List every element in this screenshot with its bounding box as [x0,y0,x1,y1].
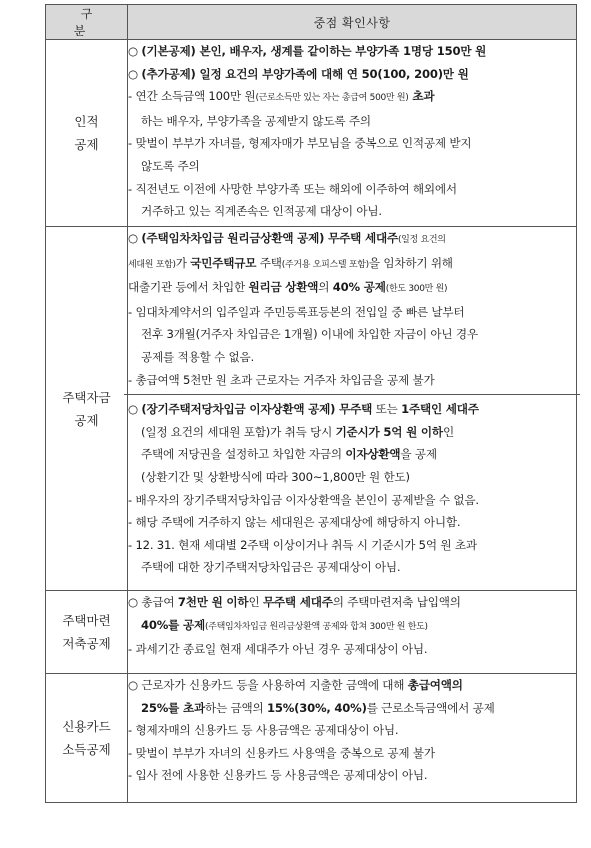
list-item: - 연간 소득금액 100만 원(근로소득만 있는 자는 총급여 500만 원) 초과 [128,89,435,104]
list-item: - 형제자매의 신용카드 등 사용금액은 공제대상이 아님. [128,723,399,738]
list-item: 대출기관 등에서 차입한 원리금 상환액의 40% 공제(한도 300만 원) [128,280,448,295]
list-item: ○ (주택임차차입금 원리금상환액 공제) 무주택 세대주(일정 요건의 [128,231,446,245]
header-content: 중점 확인사항 [128,5,577,40]
content-cell [128,674,577,803]
table-row-personal-deduction [46,40,577,227]
category-cell [46,40,128,227]
list-item: - 임대차계약서의 입주일과 주민등록표등본의 전입일 중 빠른 날부터 [128,304,465,319]
list-item: 하는 배우자, 부양가족을 공제받지 않도록 주의 [141,113,371,128]
table-row-housing-fund-deduction [46,227,577,591]
deduction-checklist-table [45,4,577,803]
list-item: 전후 3개월(거주자 차입금은 1개월) 이내에 차입한 자금이 아닌 경우 [141,327,478,342]
table-row-credit-card-deduction [46,674,577,803]
category-cell [46,674,128,803]
content-cell [128,40,577,227]
category-cell [46,591,128,674]
list-item: - 과세기간 종료일 현재 세대주가 아닌 경우 공제대상이 아님. [128,642,428,657]
list-item: 세대원 포함)가 국민주택규모 주택(주거용 오피스텔 포함)을 임차하기 위해 [128,255,453,270]
category-label: 주택자금 [62,389,111,405]
list-item: ○ (장기주택저당차입금 이자상환액 공제) 무주택 또는 1주택인 세대주 [128,402,479,417]
category-label: 인적 [74,114,99,129]
sub-section-divider [124,394,580,579]
list-item: 주택에 저당권을 설정하고 차입한 자금의 이자상환액을 공제 [141,447,437,462]
list-item: - 해당 주택에 거주하지 않는 세대원은 공제대상에 해당하지 아니함. [128,515,461,530]
list-item: - 배우자의 장기주택저당차입금 이자상환액을 본인이 공제받을 수 없음. [128,492,479,507]
table-row-housing-savings-deduction [46,591,577,674]
list-item: ○ (추가공제) 일정 요건의 부양가족에 대해 연 50(100, 200)만 원 [128,66,469,81]
list-item: ○ (기본공제) 본인, 배우자, 생계를 같이하는 부양가족 1명당 150만 원 [128,44,487,58]
list-item: - 입사 전에 사용한 신용카드 등 사용금액은 공제대상이 아님. [128,768,428,783]
table-header-row [46,5,577,40]
list-item: 주택에 대한 장기주택저당차입금은 공제대상이 아님. [141,560,401,575]
list-item: 25%를 초과하는 금액의 15%(30%, 40%)를 근로소득금액에서 공제 [141,700,495,715]
list-item: 공제를 적용할 수 없음. [141,349,254,364]
category-label: 저축공제 [62,636,111,651]
list-item: - 총급여액 5천만 원 초과 근로자는 거주자 차입금을 공제 불가 [128,372,435,387]
list-item: 거주하고 있는 직계존속은 인적공제 대상이 아님. [141,204,382,219]
list-item: (일정 요건의 세대원 포함)가 취득 당시 기준시가 5억 원 이하인 [141,424,454,439]
list-item: - 12. 31. 현재 세대별 2주택 이상이거나 취득 시 기준시가 5억 원 초과 [128,537,477,552]
list-item: - 맞벌이 부부가 자녀의 신용카드 사용액을 중복으로 공제 불가 [128,745,435,760]
category-label: 공제 [74,412,99,428]
list-item: 않도록 주의 [141,158,200,173]
content-cell [128,591,577,674]
list-item: - 맞벌이 부부가 자녀를, 형제자매가 부모님을 중복으로 인적공제 받지 [128,136,472,151]
list-item: 40%를 공제(주택임차차입금 원리금상환액 공제와 합쳐 300만 원 한도) [141,617,428,632]
list-item: ○ 근로자가 신용카드 등을 사용하여 지출한 금액에 대해 총급여액의 [128,678,463,692]
header-category: 구 분 [46,5,128,40]
category-label: 소득공제 [62,742,111,757]
list-item: - 직전년도 이전에 사망한 부양가족 또는 해외에 이주하여 해외에서 [128,181,457,196]
category-label: 신용카드 [62,719,111,734]
category-label: 주택마련 [62,613,111,628]
list-item: ○ 총급여 7천만 원 이하인 무주택 세대주의 주택마련저축 납입액의 [128,595,461,609]
list-item: (상환기간 및 상환방식에 따라 300∼1,800만 원 한도) [141,469,410,484]
category-cell [46,227,128,591]
content-cell [128,227,577,591]
category-label: 공제 [74,137,99,152]
